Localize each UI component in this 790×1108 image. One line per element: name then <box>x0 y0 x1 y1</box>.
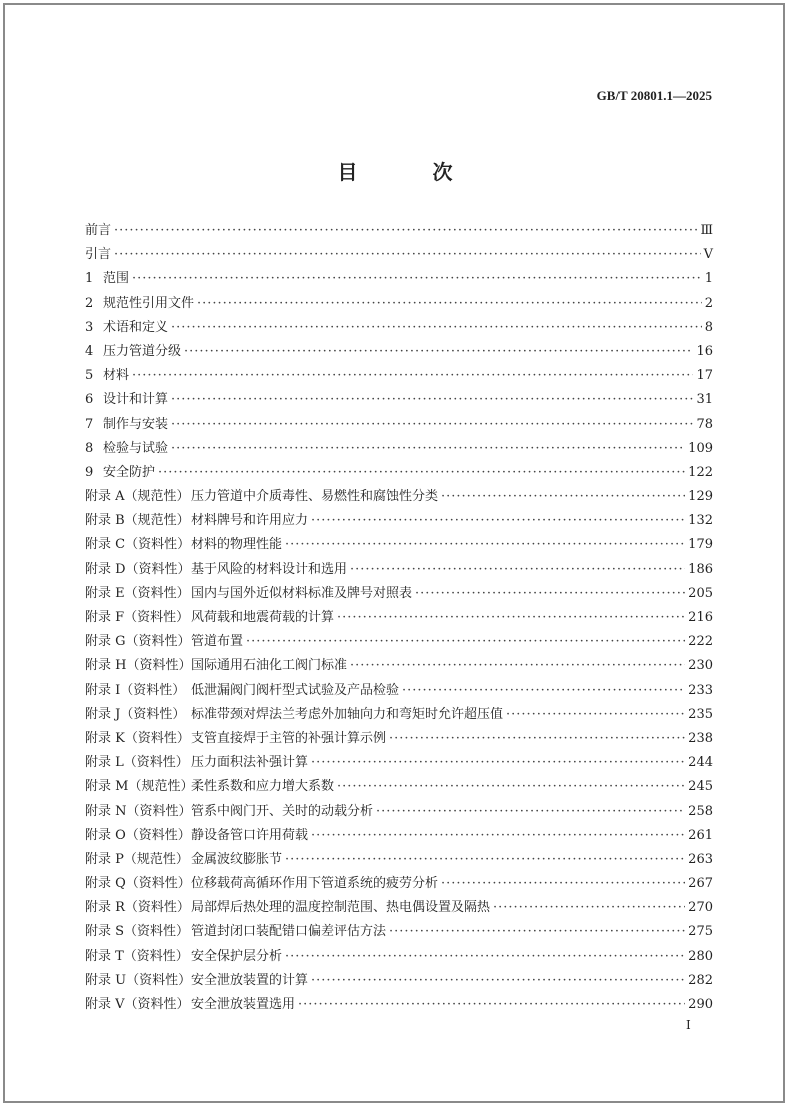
toc-entry[interactable] <box>85 753 713 777</box>
toc-page: 109 <box>688 440 713 456</box>
toc-page: Ⅴ <box>703 247 713 263</box>
toc-leader-dots <box>350 656 685 676</box>
toc-title: 基于风险的材料设计和选用 <box>191 561 348 577</box>
document-id: GB/T 20801.1—2025 <box>596 88 712 103</box>
toc-title: 安全防护 <box>103 464 156 480</box>
toc-page: 2 <box>704 295 713 311</box>
toc-title: 材料 <box>103 368 130 384</box>
toc-entry[interactable] <box>85 850 713 874</box>
toc-page: 267 <box>688 876 713 892</box>
toc-title: 支管直接焊于主管的补强计算示例 <box>191 730 387 746</box>
toc-entry[interactable] <box>85 729 713 753</box>
toc-page: 280 <box>688 948 713 964</box>
toc-entry[interactable] <box>85 922 713 946</box>
toc-leader-dots <box>350 560 685 580</box>
toc-page: 31 <box>696 392 713 408</box>
toc-leader-dots <box>389 729 685 749</box>
toc-annex-label: 附录 I（资料性） <box>85 682 186 698</box>
toc-annex-label: 附录 U（资料性） <box>85 972 192 988</box>
toc-entry[interactable] <box>85 487 713 511</box>
toc-leader-dots <box>285 947 685 967</box>
toc-entry[interactable] <box>85 826 713 850</box>
toc-entry[interactable] <box>85 366 713 390</box>
toc-title: 设计和计算 <box>103 392 169 408</box>
toc-leader-dots <box>171 390 693 410</box>
toc-title: 风荷载和地震荷载的计算 <box>191 610 335 625</box>
toc-leader-dots <box>441 487 685 507</box>
toc-leader-dots <box>389 922 685 942</box>
toc-leader-dots <box>441 874 685 894</box>
toc-page: 258 <box>688 803 713 819</box>
toc-title: 术语和定义 <box>103 319 169 335</box>
toc-title: 管系中阀门开、关时的动载分析 <box>191 803 374 819</box>
toc-title: 压力管道分级 <box>103 343 182 359</box>
toc-leader-dots <box>285 535 685 555</box>
toc-page: Ⅲ <box>700 223 713 238</box>
toc-leader-dots <box>197 294 702 314</box>
toc-leader-dots <box>285 850 685 870</box>
page-title: 目 次 <box>337 160 487 184</box>
toc-title: 标准带颈对焊法兰考虑外加轴向力和弯矩时允许超压值 <box>191 706 504 722</box>
toc-page: 233 <box>688 682 713 698</box>
toc-number: 9 <box>85 464 94 480</box>
toc-leader-dots <box>298 995 685 1015</box>
toc-title: 检验与试验 <box>103 440 169 456</box>
toc-entry[interactable] <box>85 245 713 269</box>
toc-title: 位移载荷高循环作用下管道系统的疲劳分析 <box>191 876 439 892</box>
toc-entry[interactable] <box>85 342 713 366</box>
toc-page: 78 <box>696 416 713 432</box>
toc-leader-dots <box>311 753 685 773</box>
toc-annex-label: 附录 S（资料性） <box>85 924 190 940</box>
toc-page: 179 <box>688 537 713 553</box>
toc-page: 235 <box>688 706 713 722</box>
page-number: I <box>686 1018 691 1032</box>
table-of-contents <box>85 221 713 1019</box>
toc-leader-dots <box>311 971 685 991</box>
toc-page: 216 <box>688 610 713 625</box>
toc-leader-dots <box>114 221 697 241</box>
toc-leader-dots <box>337 777 685 797</box>
toc-annex-label: 附录 P（规范性） <box>85 851 189 867</box>
toc-leader-dots <box>246 632 685 652</box>
toc-entry[interactable] <box>85 390 713 414</box>
toc-title: 压力管道中介质毒性、易燃性和腐蚀性分类 <box>191 489 439 505</box>
toc-page: 282 <box>688 972 713 988</box>
toc-annex-label: 附录 K（资料性） <box>85 730 190 746</box>
toc-annex-label: 附录 D（资料性） <box>85 561 191 577</box>
toc-page: 230 <box>688 658 713 674</box>
toc-leader-dots <box>402 681 685 701</box>
toc-title: 国际通用石油化工阀门标准 <box>191 658 348 674</box>
toc-annex-label: 附录 N（资料性） <box>85 803 192 819</box>
toc-number: 3 <box>85 319 94 335</box>
toc-annex-label: 附录 A（规范性） <box>85 489 190 505</box>
toc-leader-dots <box>311 511 685 531</box>
toc-annex-label: 附录 F（资料性） <box>85 610 190 625</box>
toc-annex-label: 附录 M（规范性） <box>85 779 194 795</box>
toc-title: 范围 <box>103 271 130 287</box>
toc-page: 270 <box>688 900 713 916</box>
toc-entry[interactable] <box>85 221 713 245</box>
toc-title: 国内与国外近似材料标准及牌号对照表 <box>191 585 413 601</box>
toc-leader-dots <box>158 463 685 483</box>
toc-annex-label: 附录 V（资料性） <box>85 997 190 1012</box>
toc-title: 金属波纹膨胀节 <box>191 851 283 867</box>
toc-entry[interactable] <box>85 656 713 680</box>
toc-title: 材料的物理性能 <box>191 537 283 553</box>
toc-number: 2 <box>85 295 94 311</box>
toc-annex-label: 附录 R（资料性） <box>85 900 190 916</box>
toc-annex-label: 附录 O（资料性） <box>85 827 191 843</box>
toc-page: 261 <box>688 827 713 843</box>
toc-entry[interactable] <box>85 705 713 729</box>
toc-entry[interactable] <box>85 584 713 608</box>
toc-entry[interactable] <box>85 269 713 293</box>
toc-leader-dots <box>171 318 702 338</box>
toc-annex-label: 附录 J（资料性） <box>85 706 186 722</box>
toc-entry[interactable] <box>85 535 713 559</box>
toc-leader-dots <box>114 245 701 265</box>
toc-leader-dots <box>506 705 685 725</box>
toc-entry[interactable] <box>85 415 713 439</box>
toc-entry[interactable] <box>85 874 713 898</box>
toc-page: 275 <box>688 924 713 940</box>
toc-page: 290 <box>688 997 713 1012</box>
toc-entry[interactable] <box>85 995 713 1019</box>
toc-annex-label: 附录 C（资料性） <box>85 537 191 553</box>
toc-page: 122 <box>688 464 713 480</box>
toc-annex-label: 附录 E（资料性） <box>85 585 190 601</box>
toc-page: 238 <box>688 730 713 746</box>
toc-title: 引言 <box>85 247 112 263</box>
toc-entry[interactable] <box>85 681 713 705</box>
toc-entry[interactable] <box>85 632 713 656</box>
toc-entry[interactable] <box>85 439 713 463</box>
toc-title: 前言 <box>85 223 112 238</box>
toc-annex-label: 附录 Q（资料性） <box>85 876 191 892</box>
toc-entry[interactable] <box>85 971 713 995</box>
toc-title: 管道封闭口装配错口偏差评估方法 <box>191 924 387 940</box>
toc-title: 柔性系数和应力增大系数 <box>191 779 335 795</box>
toc-entry[interactable] <box>85 947 713 971</box>
toc-leader-dots <box>132 366 693 386</box>
toc-title: 局部焊后热处理的温度控制范围、热电偶设置及隔热 <box>191 900 491 916</box>
toc-entry[interactable] <box>85 463 713 487</box>
toc-entry[interactable] <box>85 898 713 922</box>
toc-annex-label: 附录 L（资料性） <box>85 755 189 771</box>
toc-page: 1 <box>704 271 713 287</box>
toc-annex-label: 附录 T（资料性） <box>85 948 189 964</box>
toc-number: 6 <box>85 392 94 408</box>
toc-leader-dots <box>171 439 685 459</box>
toc-page: 129 <box>688 489 713 505</box>
toc-title: 规范性引用文件 <box>103 295 195 311</box>
toc-title: 低泄漏阀门阀杆型式试验及产品检验 <box>191 682 400 698</box>
toc-entry[interactable] <box>85 560 713 584</box>
toc-entry[interactable] <box>85 294 713 318</box>
toc-page: 16 <box>696 343 713 359</box>
toc-entry[interactable] <box>85 802 713 826</box>
toc-page: 186 <box>688 561 713 577</box>
toc-title: 静设备管口许用荷载 <box>191 827 309 843</box>
toc-leader-dots <box>171 415 693 435</box>
toc-number: 8 <box>85 440 94 456</box>
toc-title: 安全泄放装置的计算 <box>191 972 309 988</box>
toc-leader-dots <box>337 608 685 628</box>
toc-title: 材料牌号和许用应力 <box>191 513 309 529</box>
toc-page: 245 <box>688 779 713 795</box>
toc-number: 4 <box>85 343 94 359</box>
toc-title: 安全保护层分析 <box>191 948 283 964</box>
toc-entry[interactable] <box>85 777 713 801</box>
toc-page: 263 <box>688 851 713 867</box>
toc-leader-dots <box>184 342 693 362</box>
toc-title: 制作与安装 <box>103 416 169 432</box>
toc-annex-label: 附录 H（资料性） <box>85 658 192 674</box>
toc-leader-dots <box>415 584 685 604</box>
toc-leader-dots <box>132 269 702 289</box>
toc-entry[interactable] <box>85 318 713 342</box>
toc-annex-label: 附录 G（资料性） <box>85 634 191 650</box>
toc-leader-dots <box>311 826 685 846</box>
toc-page: 244 <box>688 755 713 771</box>
toc-leader-dots <box>493 898 685 918</box>
toc-page: 205 <box>688 585 713 601</box>
toc-entry[interactable] <box>85 608 713 632</box>
toc-page: 17 <box>696 368 713 384</box>
toc-number: 7 <box>85 416 94 432</box>
toc-title: 压力面积法补强计算 <box>191 755 309 771</box>
toc-page: 132 <box>688 513 713 529</box>
toc-leader-dots <box>376 802 685 822</box>
toc-page: 222 <box>688 634 713 650</box>
toc-entry[interactable] <box>85 511 713 535</box>
toc-page: 8 <box>704 319 713 335</box>
toc-number: 1 <box>85 271 94 287</box>
toc-title: 管道布置 <box>191 634 244 650</box>
toc-annex-label: 附录 B（规范性） <box>85 513 190 529</box>
toc-title: 安全泄放装置选用 <box>191 997 296 1012</box>
toc-number: 5 <box>85 368 94 384</box>
